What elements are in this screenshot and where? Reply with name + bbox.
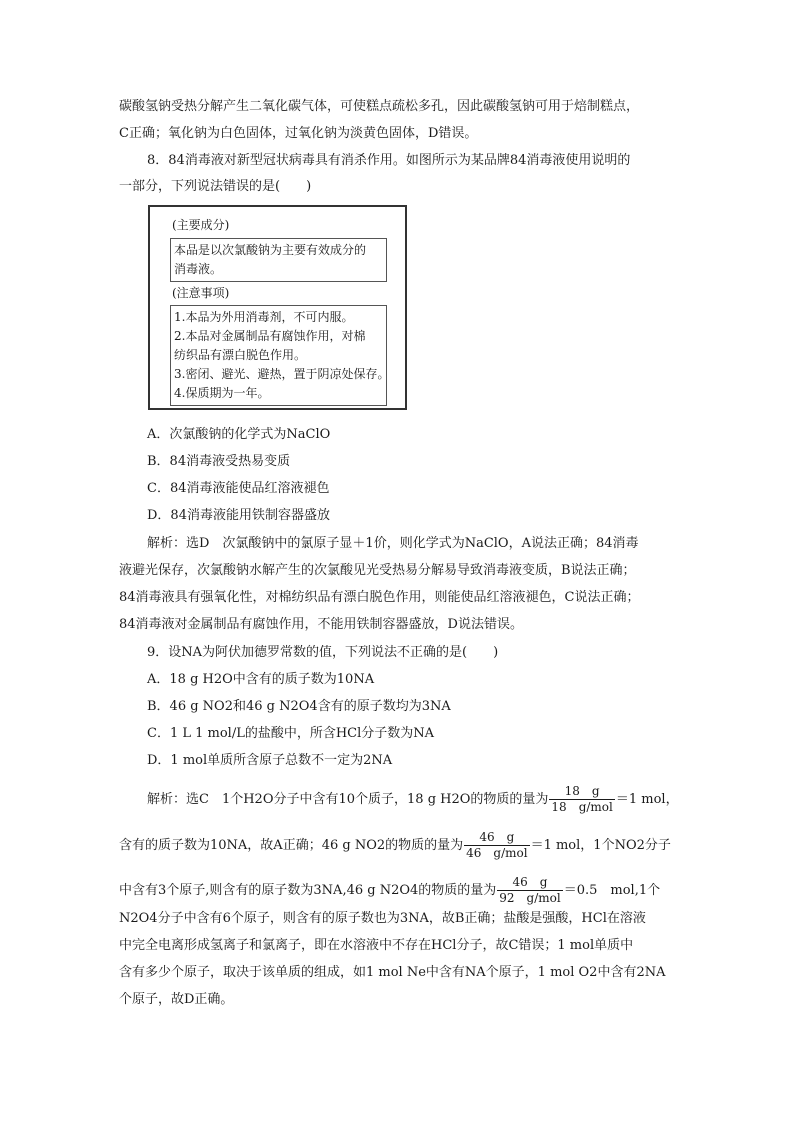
q9-answer-line bbox=[119, 875, 660, 906]
q9-answer-line bbox=[119, 830, 671, 861]
fraction-numerator: 18 g bbox=[564, 784, 600, 798]
fraction-numerator: 46 g bbox=[512, 875, 548, 889]
disinfectant-instructions-figure bbox=[148, 205, 407, 410]
q9-answer-line: 含有多少个原子，取决于该单质的组成，如1 mol Ne中含有NA个原子，1 mol O2中含有2NA bbox=[119, 965, 666, 980]
q8-option-a: A．次氯酸钠的化学式为NaClO bbox=[147, 427, 331, 442]
ingredient-line: 本品是以次氯酸钠为主要有效成分的 bbox=[174, 243, 367, 257]
precaution-line: 3.密闭、避光、避热，置于阴凉处保存。 bbox=[174, 367, 390, 381]
q8-answer-line: 解析：选D 次氯酸钠中的氯原子显＋1价，则化学式为NaClO，A说法正确；84消毒 bbox=[147, 536, 639, 551]
answer-text: 中含有3个原子,则含有的原子数为3NA,46 g N2O4的物质的量为 bbox=[119, 883, 497, 898]
q9-answer-line: 个原子，故D正确。 bbox=[119, 992, 234, 1007]
q9-option-a: A．18 g H2O中含有的质子数为10NA bbox=[147, 672, 375, 687]
q9-option-b: B．46 g NO2和46 g N2O4含有的原子数均为3NA bbox=[147, 699, 451, 714]
fraction bbox=[549, 784, 614, 815]
text-line: 碳酸氢钠受热分解产生二氧化碳气体，可使糕点疏松多孔，因此碳酸氢钠可用于焙制糕点， bbox=[119, 99, 640, 114]
answer-text: 含有的质子数为10NA，故A正确；46 g NO2的物质的量为 bbox=[119, 838, 464, 853]
q9-answer-line: N2O4分子中含有6个原子，则含有的原子数也为3NA，故B正确；盐酸是强酸，HCl在溶液 bbox=[119, 911, 646, 926]
text-line: C正确；氧化钠为白色固体，过氧化钠为淡黄色固体，D错误。 bbox=[119, 126, 478, 141]
q9-option-c: C．1 L 1 mol/L的盐酸中，所含HCl分子数为NA bbox=[147, 726, 435, 741]
answer-text: ＝1 mol， bbox=[615, 792, 679, 807]
fraction bbox=[464, 830, 529, 861]
question-8-stem-cont: 一部分，下列说法错误的是( ) bbox=[119, 179, 312, 194]
answer-text: ＝1 mol，1个NO2分子 bbox=[530, 838, 671, 853]
main-ingredient-box bbox=[170, 238, 387, 282]
precaution-line: 2.本品对金属制品有腐蚀作用，对棉 bbox=[174, 329, 366, 343]
fraction-denominator: 18 g/mol bbox=[551, 800, 613, 814]
fraction-denominator: 46 g/mol bbox=[466, 846, 528, 860]
precaution-line: 纺织品有漂白脱色作用。 bbox=[174, 348, 307, 362]
answer-text: ＝0.5 mol,1个 bbox=[563, 883, 661, 898]
fraction-denominator: 92 g/mol bbox=[499, 891, 561, 905]
q9-answer-line: 中完全电离形成氢离子和氯离子，即在水溶液中不存在HCl分子，故C错误；1 mol单质中 bbox=[119, 938, 634, 953]
question-9-stem: 9．设NA为阿伏加德罗常数的值，下列说法不正确的是( ) bbox=[147, 645, 499, 660]
precaution-line: 1.本品为外用消毒剂，不可内服。 bbox=[174, 310, 354, 324]
answer-text: 解析：选C 1个H2O分子中含有10个质子，18 g H2O的物质的量为 bbox=[147, 792, 549, 807]
q8-option-c: C．84消毒液能使品红溶液褪色 bbox=[147, 481, 330, 496]
precautions-box bbox=[170, 305, 390, 406]
fraction-numerator: 46 g bbox=[479, 830, 515, 844]
ingredient-line: 消毒液。 bbox=[174, 262, 223, 276]
q8-answer-line: 液避光保存，次氯酸钠水解产生的次氯酸见光受热易分解易导致消毒液变质，B说法正确； bbox=[119, 563, 636, 578]
q8-option-b: B．84消毒液受热易变质 bbox=[147, 454, 291, 469]
precaution-line: 4.保质期为一年。 bbox=[174, 386, 270, 400]
q8-option-d: D．84消毒液能用铁制容器盛放 bbox=[147, 508, 330, 523]
fraction bbox=[497, 875, 562, 906]
q9-answer-line bbox=[147, 784, 679, 815]
q8-answer-line: 84消毒液对金属制品有腐蚀作用，不能用铁制容器盛放，D说法错误。 bbox=[119, 617, 523, 632]
precautions-heading: (注意事项) bbox=[172, 286, 230, 300]
main-ingredient-heading: (主要成分) bbox=[172, 218, 230, 232]
q9-option-d: D．1 mol单质所含原子总数不一定为2NA bbox=[147, 753, 393, 768]
question-8-stem: 8．84消毒液对新型冠状病毒具有消杀作用。如图所示为某品牌84消毒液使用说明的 bbox=[147, 153, 631, 168]
q8-answer-line: 84消毒液具有强氧化性，对棉纺织品有漂白脱色作用，则能使品红溶液褪色，C说法正确； bbox=[119, 590, 640, 605]
